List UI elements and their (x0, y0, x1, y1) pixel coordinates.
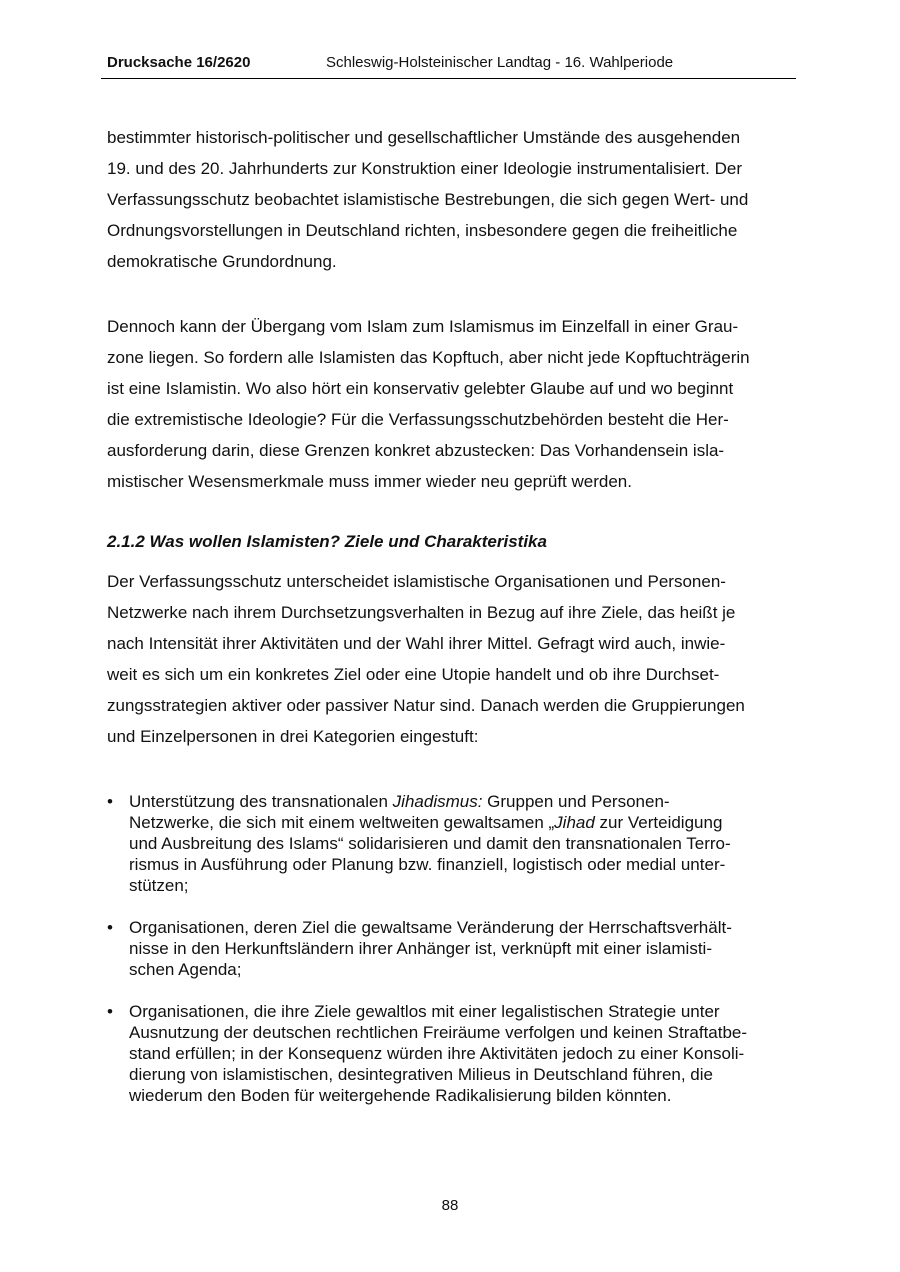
text-line: wiederum den Boden für weitergehende Radikalisierung bilden könnten. (129, 1086, 672, 1105)
text-line: und Einzelpersonen in drei Kategorien eingestuft: (107, 727, 479, 746)
category-list (107, 791, 797, 1127)
text-line: Netzwerke nach ihrem Durchsetzungsverhalten in Bezug auf ihre Ziele, das heißt je (107, 603, 736, 622)
bullet-marker: • (107, 792, 113, 811)
bullet-marker: • (107, 918, 113, 937)
text-line: weit es sich um ein konkretes Ziel oder eine Utopie handelt und ob ihre Durchset- (107, 665, 720, 684)
italic-term: Jihad (554, 813, 595, 832)
text-fragment: zur Verteidigung (594, 813, 723, 832)
page-number: 88 (441, 1197, 459, 1214)
text-line: nisse in den Herkunftsländern ihrer Anhänger ist, verknüpft mit einer islamisti- (129, 939, 712, 958)
text-line: stützen; (129, 876, 189, 895)
section-heading: 2.1.2 Was wollen Islamisten? Ziele und Charakteristika (107, 532, 547, 551)
list-item (107, 917, 797, 980)
italic-term: Jihadismus: (392, 792, 483, 811)
text-line: Ordnungsvorstellungen in Deutschland richten, insbesondere gegen die freiheitliche (107, 221, 738, 240)
text-line: Verfassungsschutz beobachtet islamistische Bestrebungen, die sich gegen Wert- und (107, 190, 749, 209)
text-line: demokratische Grundordnung. (107, 252, 337, 271)
text-line: dierung von islamistischen, desintegrativen Milieus in Deutschland führen, die (129, 1065, 713, 1084)
document-number: Drucksache 16/2620 (107, 54, 251, 71)
parliament-title: Schleswig-Holsteinischer Landtag - 16. Wahlperiode (326, 54, 674, 71)
paragraph-ideology (107, 122, 797, 277)
text-line: bestimmter historisch-politischer und gesellschaftlicher Umstände des ausgehenden (107, 128, 741, 147)
list-item (107, 1001, 797, 1106)
page-header (101, 52, 796, 79)
text-line: nach Intensität ihrer Aktivitäten und der Wahl ihrer Mittel. Gefragt wird auch, inwie- (107, 634, 726, 653)
text-line: 19. und des 20. Jahrhunderts zur Konstruktion einer Ideologie instrumentalisiert. Der (107, 159, 743, 178)
text-line: und Ausbreitung des Islams“ solidarisieren und damit den transnationalen Terro- (129, 834, 731, 853)
text-line: stand erfüllen; in der Konsequenz würden ihre Aktivitäten jedoch zu einer Konsoli- (129, 1044, 745, 1063)
text-line: Organisationen, deren Ziel die gewaltsame Veränderung der Herrschaftsverhält- (129, 918, 732, 937)
text-fragment: Unterstützung des transnationalen (129, 792, 393, 811)
text-fragment: Gruppen und Personen- (482, 792, 670, 811)
text-line: rismus in Ausführung oder Planung bzw. finanziell, logistisch oder medial unter- (129, 855, 726, 874)
text-line: schen Agenda; (129, 960, 242, 979)
text-line: die extremistische Ideologie? Für die Verfassungsschutzbehörden besteht die Her- (107, 410, 729, 429)
text-line: Der Verfassungsschutz unterscheidet islamistische Organisationen und Personen- (107, 572, 726, 591)
text-line: zungsstrategien aktiver oder passiver Natur sind. Danach werden die Gruppierungen (107, 696, 745, 715)
text-line: mistischer Wesensmerkmale muss immer wieder neu geprüft werden. (107, 472, 632, 491)
paragraph-grey-zone (107, 311, 797, 497)
text-line: ist eine Islamistin. Wo also hört ein konservativ gelebter Glaube auf und wo beginnt (107, 379, 734, 398)
text-line: zone liegen. So fordern alle Islamisten das Kopftuch, aber nicht jede Kopftuchträgerin (107, 348, 750, 367)
text-line: Ausnutzung der deutschen rechtlichen Freiräume verfolgen und keinen Straftatbe- (129, 1023, 748, 1042)
text-fragment: Netzwerke, die sich mit einem weltweiten gewaltsamen „ (129, 813, 555, 832)
paragraph-section-intro (107, 566, 797, 752)
text-line: Dennoch kann der Übergang vom Islam zum Islamismus im Einzelfall in einer Grau- (107, 317, 739, 336)
list-item (107, 791, 797, 896)
text-line: Organisationen, die ihre Ziele gewaltlos mit einer legalistischen Strategie unter (129, 1002, 720, 1021)
bullet-marker: • (107, 1002, 113, 1021)
text-line: ausforderung darin, diese Grenzen konkret abzustecken: Das Vorhandensein isla- (107, 441, 725, 460)
